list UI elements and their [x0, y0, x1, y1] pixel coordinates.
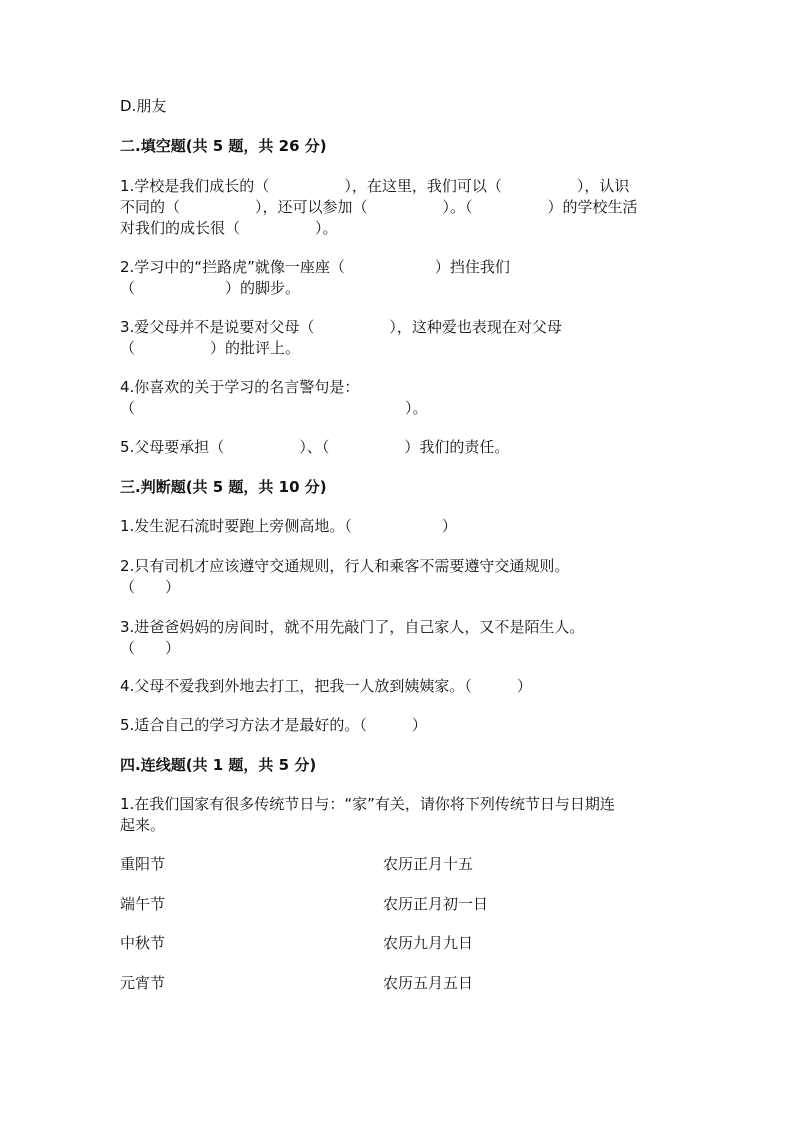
fill-q3-line1: 3.爱父母并不是说要对父母（ ），这种爱也表现在对父母 — [120, 318, 562, 336]
judge-q3-line2: （ ） — [120, 639, 181, 657]
date-item: 农历正月初一日 — [383, 895, 489, 913]
fill-q2-line1: 2.学习中的“拦路虎”就像一座座（ ）挡住我们 — [120, 258, 510, 276]
date-item: 农历正月十五 — [383, 855, 474, 873]
fill-q1-line2: 不同的（ ），还可以参加（ ）。（ ）的学校生活 — [120, 198, 638, 216]
fill-q3-line2: （ ）的批评上。 — [120, 339, 301, 357]
section-4-heading: 四.连线题(共 1 题，共 5 分) — [120, 756, 317, 774]
judge-q2-line2: （ ） — [120, 578, 181, 596]
fill-q5-line1: 5.父母要承担（ ）、（ ）我们的责任。 — [120, 438, 510, 456]
judge-q5-line1: 5.适合自己的学习方法才是最好的。（ ） — [120, 716, 427, 734]
section-3-heading: 三.判断题(共 5 题，共 10 分) — [120, 478, 327, 496]
festival-item: 端午节 — [120, 895, 166, 913]
judge-q2-line1: 2.只有司机才应该遵守交通规则，行人和乘客不需要遵守交通规则。 — [120, 557, 570, 575]
judge-q1-line1: 1.发生泥石流时要跑上旁侧高地。（ ） — [120, 517, 457, 535]
fill-q1-line1: 1.学校是我们成长的（ ），在这里，我们可以（ ），认识 — [120, 177, 630, 195]
festival-item: 中秋节 — [120, 934, 166, 952]
judge-q4-line1: 4.父母不爱我到外地去打工，把我一人放到姨姨家。（ ） — [120, 677, 532, 695]
festival-item: 元宵节 — [120, 974, 166, 992]
date-item: 农历五月五日 — [383, 974, 474, 992]
judge-q3-line1: 3.进爸爸妈妈的房间时，就不用先敲门了，自己家人，又不是陌生人。 — [120, 618, 585, 636]
match-q1-line2: 起来。 — [120, 816, 166, 834]
festival-item: 重阳节 — [120, 855, 166, 873]
fill-q4-line1: 4.你喜欢的关于学习的名言警句是： — [120, 378, 360, 396]
fill-q2-line2: （ ）的脚步。 — [120, 279, 301, 297]
option-d: D.朋友 — [120, 97, 167, 115]
fill-q1-line3: 对我们的成长很（ ）。 — [120, 219, 338, 237]
match-q1-line1: 1.在我们国家有很多传统节日与：“家”有关，请你将下列传统节日与日期连 — [120, 795, 615, 813]
date-item: 农历九月九日 — [383, 934, 474, 952]
fill-q4-line2: （ ）。 — [120, 399, 428, 417]
section-2-heading: 二.填空题(共 5 题，共 26 分) — [120, 137, 327, 155]
